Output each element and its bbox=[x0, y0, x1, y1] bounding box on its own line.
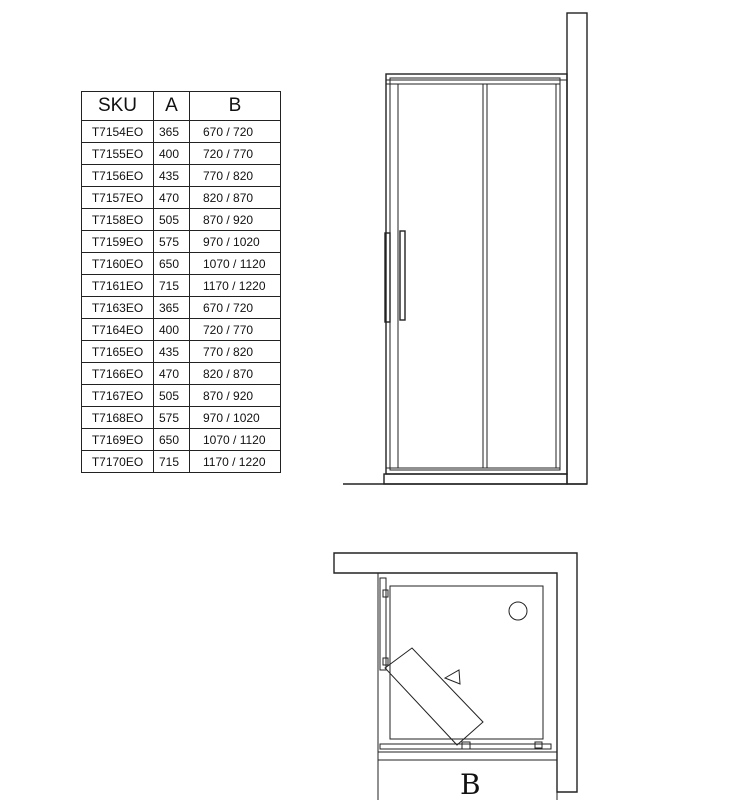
cell-sku: T7161EO bbox=[82, 275, 154, 297]
cell-a: 400 bbox=[154, 319, 190, 341]
cell-a: 365 bbox=[154, 121, 190, 143]
cell-a: 650 bbox=[154, 253, 190, 275]
cell-a: 715 bbox=[154, 451, 190, 473]
cell-b: 770 / 820 bbox=[190, 165, 281, 187]
cell-b: 720 / 770 bbox=[190, 143, 281, 165]
cell-b: 1170 / 1220 bbox=[190, 451, 281, 473]
header-a: A bbox=[154, 92, 190, 121]
cell-b: 870 / 920 bbox=[190, 209, 281, 231]
cell-b: 1070 / 1120 bbox=[190, 253, 281, 275]
cell-a: 715 bbox=[154, 275, 190, 297]
cell-b: 1070 / 1120 bbox=[190, 429, 281, 451]
cell-a: 650 bbox=[154, 429, 190, 451]
roller-left-icon bbox=[462, 742, 470, 749]
cell-sku: T7155EO bbox=[82, 143, 154, 165]
cell-b: 1170 / 1220 bbox=[190, 275, 281, 297]
cell-a: 470 bbox=[154, 187, 190, 209]
shower-tray-outline bbox=[378, 573, 557, 752]
swing-direction-arrow-icon bbox=[445, 670, 460, 684]
cell-a: 575 bbox=[154, 231, 190, 253]
cell-sku: T7158EO bbox=[82, 209, 154, 231]
roller-right-icon bbox=[535, 742, 542, 748]
header-sku: SKU bbox=[82, 92, 154, 121]
tray-front-step bbox=[378, 752, 557, 760]
door-swing-panel bbox=[385, 648, 483, 745]
cell-sku: T7164EO bbox=[82, 319, 154, 341]
cell-sku: T7169EO bbox=[82, 429, 154, 451]
cell-sku: T7157EO bbox=[82, 187, 154, 209]
cell-sku: T7160EO bbox=[82, 253, 154, 275]
cell-b: 970 / 1020 bbox=[190, 407, 281, 429]
cell-a: 505 bbox=[154, 385, 190, 407]
header-b: B bbox=[190, 92, 281, 121]
cell-a: 470 bbox=[154, 363, 190, 385]
cell-a: 435 bbox=[154, 165, 190, 187]
cell-b: 820 / 870 bbox=[190, 363, 281, 385]
cell-sku: T7154EO bbox=[82, 121, 154, 143]
cell-sku: T7167EO bbox=[82, 385, 154, 407]
cell-b: 720 / 770 bbox=[190, 319, 281, 341]
cell-b: 770 / 820 bbox=[190, 341, 281, 363]
cell-a: 400 bbox=[154, 143, 190, 165]
cell-b: 670 / 720 bbox=[190, 297, 281, 319]
cell-sku: T7165EO bbox=[82, 341, 154, 363]
cell-sku: T7166EO bbox=[82, 363, 154, 385]
dimension-label-b: B bbox=[460, 768, 481, 801]
cell-a: 505 bbox=[154, 209, 190, 231]
cell-a: 365 bbox=[154, 297, 190, 319]
cell-b: 870 / 920 bbox=[190, 385, 281, 407]
cell-sku: T7156EO bbox=[82, 165, 154, 187]
cell-a: 575 bbox=[154, 407, 190, 429]
cell-sku: T7159EO bbox=[82, 231, 154, 253]
tray-inner-basin bbox=[390, 586, 543, 739]
front-track bbox=[380, 744, 551, 749]
cell-sku: T7163EO bbox=[82, 297, 154, 319]
cell-sku: T7170EO bbox=[82, 451, 154, 473]
cell-b: 670 / 720 bbox=[190, 121, 281, 143]
drain-icon bbox=[509, 602, 527, 620]
cell-b: 970 / 1020 bbox=[190, 231, 281, 253]
cell-sku: T7168EO bbox=[82, 407, 154, 429]
cell-a: 435 bbox=[154, 341, 190, 363]
cell-b: 820 / 870 bbox=[190, 187, 281, 209]
